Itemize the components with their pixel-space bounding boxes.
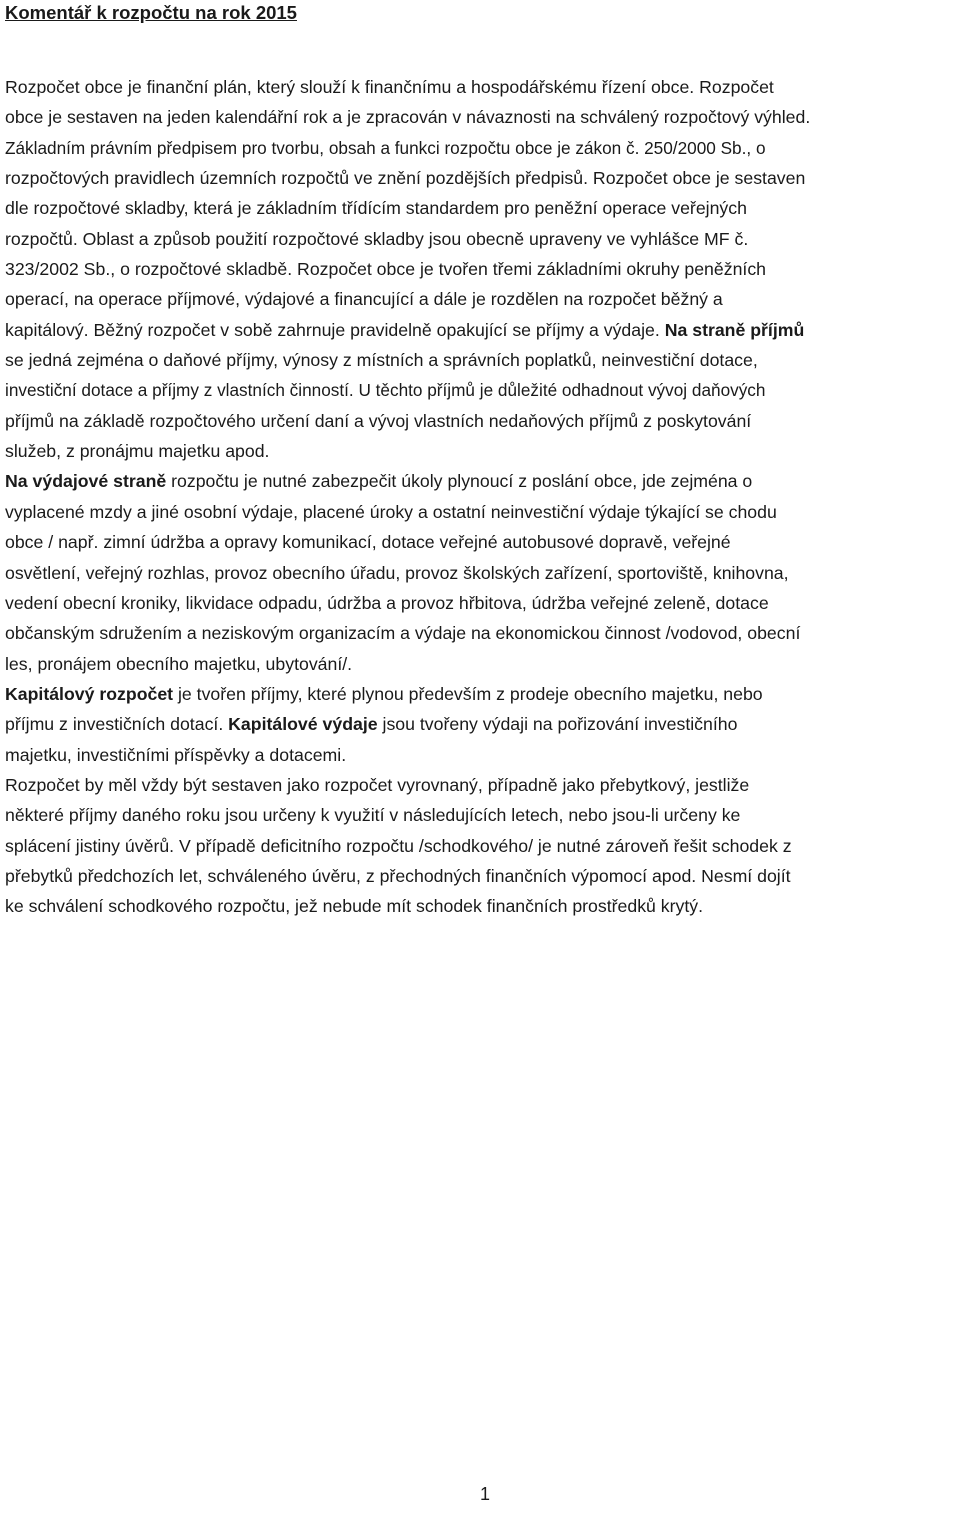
text-segment: operací, na operace příjmové, výdajové a financující a dále je rozdělen na rozpočet běžný a (5, 289, 723, 310)
text-segment: obce / např. zimní údržba a opravy komunikací, dotace veřejné autobusové dopravě, veřejné (5, 532, 731, 553)
text-line (5, 375, 957, 405)
text-segment: obce je sestaven na jeden kalendářní rok a je zpracován v návaznosti na schválený rozpočtový výhled. (5, 107, 811, 128)
text-line (5, 466, 957, 496)
text-line (5, 254, 957, 284)
text-segment: Rozpočet by měl vždy být sestaven jako rozpočet vyrovnaný, případně jako přebytkový, jestliže (5, 774, 750, 795)
document-title: Komentář k rozpočtu na rok 2015 (5, 2, 297, 23)
text-line (5, 406, 957, 436)
text-segment: 323/2002 Sb., o rozpočtové skladbě. Rozpočet obce je tvořen třemi základními okruhy peněžních (5, 259, 767, 280)
text-segment: příjmů na základě rozpočtového určení daní a vývoj vlastních nedaňových příjmů z poskytování (5, 410, 752, 431)
text-line (5, 527, 957, 557)
text-line (5, 133, 957, 163)
text-line (5, 163, 957, 193)
text-line (5, 861, 957, 891)
text-segment: kapitálový. Běžný rozpočet v sobě zahrnuje pravidelně opakující se příjmy a výdaje. (5, 319, 665, 340)
text-segment: splácení jistiny úvěrů. V případě deficitního rozpočtu /schodkového/ je nutné zároveň řešit schodek z (5, 835, 792, 856)
text-segment: rozpočtu je nutné zabezpečit úkoly plynoucí z poslání obce, jde zejména o (166, 471, 753, 492)
text-line (5, 497, 957, 527)
bold-text: Na straně příjmů (664, 319, 805, 340)
text-segment: služeb, z pronájmu majetku apod. (5, 441, 270, 462)
text-line (5, 345, 957, 375)
text-line (5, 224, 957, 254)
text-line (5, 770, 957, 800)
text-line (5, 618, 957, 648)
bold-text: Kapitálové výdaje (228, 714, 378, 735)
text-line (5, 558, 957, 588)
page-number: 1 (480, 1484, 491, 1504)
text-line (5, 102, 957, 132)
text-segment: majetku, investičními příspěvky a dotacemi. (5, 744, 347, 765)
text-line (5, 649, 957, 679)
text-line (5, 831, 957, 861)
text-segment: rozpočtových pravidlech územních rozpočtů ve znění pozdějších předpisů. Rozpočet obce je sestaven (5, 168, 806, 189)
text-segment: rozpočtů. Oblast a způsob použití rozpočtové skladby jsou obecně upraveny ve vyhlášce MF č. (5, 228, 749, 249)
text-line (5, 800, 957, 830)
text-line (5, 709, 957, 739)
text-segment: přebytků předchozích let, schváleného úvěru, z přechodných finančních výpomocí apod. Nesmí dojít (5, 865, 791, 886)
text-line (5, 588, 957, 618)
text-line (5, 740, 957, 770)
text-segment: se jedná zejména o daňové příjmy, výnosy z místních a správních poplatků, neinvestiční dotace, (5, 350, 758, 371)
text-line (5, 284, 957, 314)
text-line (5, 679, 957, 709)
text-segment: jsou tvořeny výdaji na pořizování investičního (377, 714, 738, 735)
text-segment: vedení obecní kroniky, likvidace odpadu, údržba a provoz hřbitova, údržba veřejné zeleně, dotace (5, 592, 769, 613)
text-segment: dle rozpočtové skladby, která je základním třídícím standardem pro peněžní operace veřejných (5, 198, 747, 219)
text-line (5, 436, 957, 466)
text-segment: investiční dotace a příjmy z vlastních činností. U těchto příjmů je důležité odhadnout vývoj daňových (5, 380, 766, 401)
text-segment: Základním právním předpisem pro tvorbu, obsah a funkci rozpočtu obce je zákon č. 250/2000 Sb., o (5, 137, 766, 158)
text-segment: vyplacené mzdy a jiné osobní výdaje, placené úroky a ostatní neinvestiční výdaje týkající se chodu (5, 501, 777, 522)
bold-text: Kapitálový rozpočet (5, 683, 174, 704)
text-line (5, 72, 957, 102)
document-body (5, 72, 957, 922)
text-segment: občanským sdružením a neziskovým organizacím a výdaje na ekonomickou činnost /vodovod, obecní (5, 623, 801, 644)
text-line (5, 315, 957, 345)
bold-text: Na výdajové straně (5, 471, 167, 492)
text-segment: ke schválení schodkového rozpočtu, jež nebude mít schodek finančních prostředků krytý. (5, 896, 704, 917)
text-segment: některé příjmy daného roku jsou určeny k využití v následujících letech, nebo jsou-li určeny ke (5, 805, 741, 826)
text-line (5, 193, 957, 223)
text-segment: osvětlení, veřejný rozhlas, provoz obecního úřadu, provoz školských zařízení, sportoviště, knihovna, (5, 562, 789, 583)
text-segment: je tvořen příjmy, které plynou především z prodeje obecního majetku, nebo (173, 683, 763, 704)
text-segment: příjmu z investičních dotací. (5, 714, 229, 735)
text-segment: Rozpočet obce je finanční plán, který slouží k finančnímu a hospodářskému řízení obce. Rozpočet (5, 77, 774, 97)
text-segment: les, pronájem obecního majetku, ubytování/. (5, 653, 353, 674)
text-line (5, 891, 957, 921)
